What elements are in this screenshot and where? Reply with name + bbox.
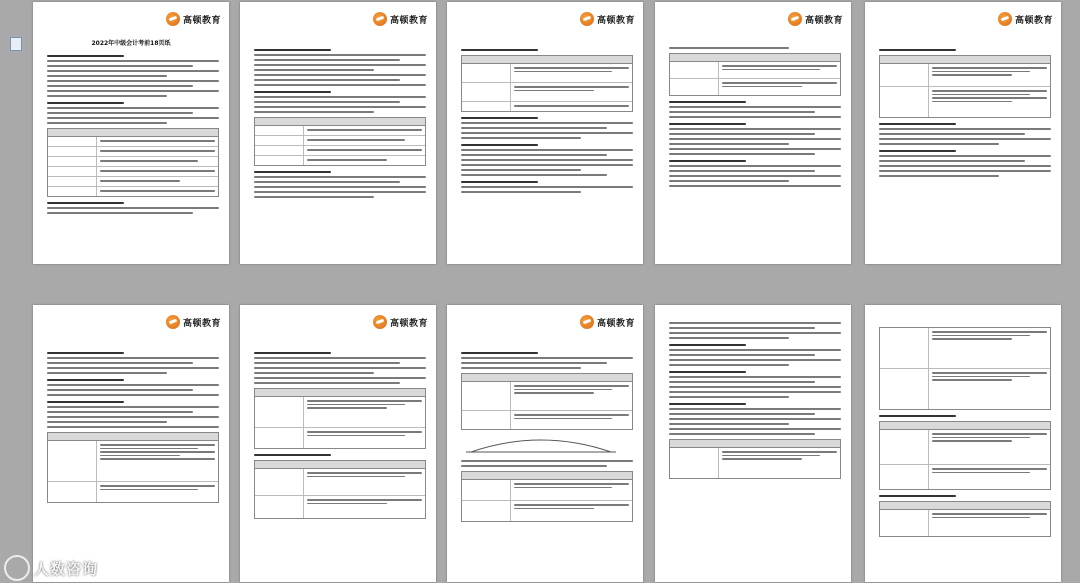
brand-logo [788, 12, 843, 26]
page-4 [655, 2, 851, 264]
watermark-text: 人数咨询 [34, 559, 99, 578]
logo-text: 高顿教育 [1014, 15, 1053, 26]
brand-logo [580, 12, 635, 26]
content-table [47, 128, 219, 197]
page-10 [865, 305, 1061, 582]
page-content [879, 323, 1051, 576]
logo-mark-icon [580, 315, 594, 329]
page-5 [865, 2, 1061, 264]
page-6 [33, 305, 229, 582]
document-file-icon [10, 37, 22, 51]
page-1 [33, 2, 229, 264]
logo-text: 高顿教育 [182, 318, 221, 329]
content-table [254, 388, 426, 449]
timeline-diagram [461, 434, 633, 456]
logo-mark-icon [998, 12, 1012, 26]
brand-logo [373, 12, 428, 26]
document-title: 2022年中级会计考前18页纸 [91, 40, 171, 47]
page-9 [655, 305, 851, 582]
content-table [47, 432, 219, 503]
logo-text: 高顿教育 [182, 15, 221, 26]
content-table [879, 501, 1051, 537]
content-table [879, 55, 1051, 118]
watermark [4, 555, 98, 581]
logo-mark-icon [373, 315, 387, 329]
page-content [461, 347, 633, 576]
logo-mark-icon [788, 12, 802, 26]
page-3 [447, 2, 643, 264]
logo-mark-icon [166, 12, 180, 26]
page-content [254, 347, 426, 576]
content-table [461, 373, 633, 430]
brand-logo [373, 315, 428, 329]
logo-mark-icon [580, 12, 594, 26]
brand-logo [580, 315, 635, 329]
logo-text: 高顿教育 [389, 15, 428, 26]
page-content [879, 44, 1051, 258]
content-table [669, 439, 841, 479]
logo-text: 高顿教育 [596, 318, 635, 329]
content-table [254, 460, 426, 519]
logo-mark-icon [373, 12, 387, 26]
page-8 [447, 305, 643, 582]
content-table [254, 117, 426, 166]
page-content [47, 50, 219, 258]
content-table [461, 471, 633, 522]
content-table [669, 53, 841, 96]
page-content [254, 44, 426, 258]
content-table [879, 421, 1051, 490]
page-2 [240, 2, 436, 264]
page-content [461, 44, 633, 258]
brand-logo [166, 315, 221, 329]
page-7 [240, 305, 436, 582]
brand-logo [166, 12, 221, 26]
watermark-logo-icon [4, 555, 30, 581]
logo-text: 高顿教育 [804, 15, 843, 26]
page-content [669, 319, 841, 576]
page-content [669, 44, 841, 258]
logo-text: 高顿教育 [596, 15, 635, 26]
logo-text: 高顿教育 [389, 318, 428, 329]
logo-mark-icon [166, 315, 180, 329]
brand-logo [998, 12, 1053, 26]
content-table [461, 55, 633, 112]
page-content [47, 347, 219, 576]
content-table [879, 327, 1051, 410]
